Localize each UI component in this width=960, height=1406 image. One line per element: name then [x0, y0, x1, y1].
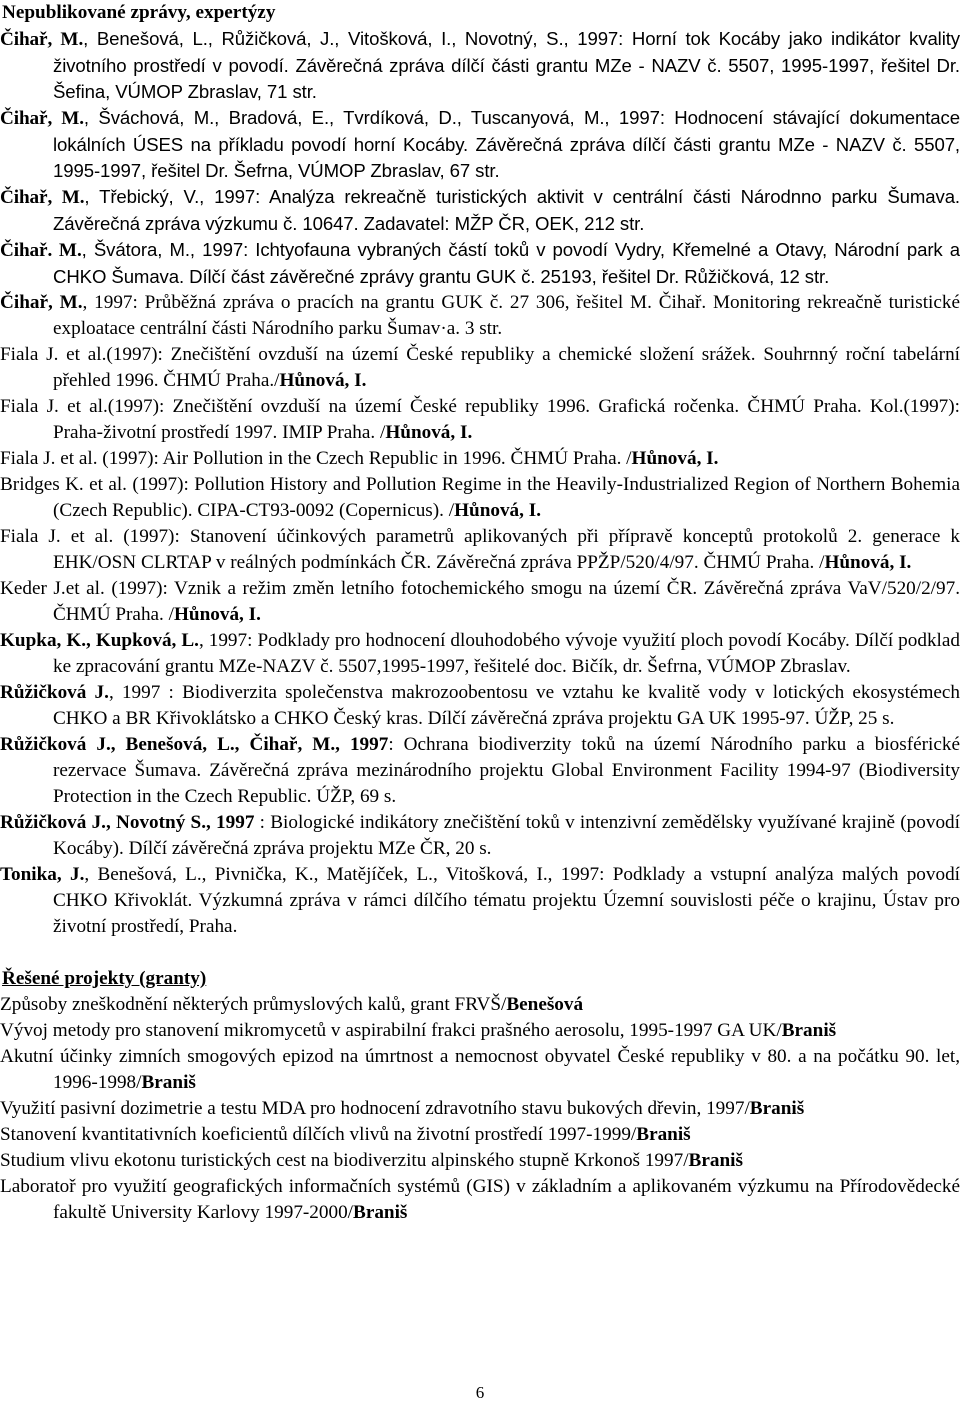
project-text: Akutní účinky zimních smogových epizod na úmrtnost a nemocnost obyvatel České republiky v 80. a na počátku 90. let, 1996-1998/: [0, 1046, 960, 1093]
reference-text: , 1997: Podklady pro hodnocení dlouhodobého vývoje využití ploch povodí Kocáby. Dílčí podklad ke zpracování grantu MZe-NAZV č. 5507,1995-1997, řešitelé doc. Bičík, dr. Šefrna, VÚMOP Zbraslav.: [53, 630, 960, 677]
reference-text: Fiala J. et al. (1997): Air Pollution in the Czech Republic in 1996. ČHMÚ Praha. /: [0, 448, 632, 469]
reference-text: , Benešová, L., Růžičková, J., Vitošková, I., Novotný, S., 1997: Horní tok Kocáby jako indikátor kvality životního prostředí v povodí. Závěrečná zpráva dílčí části grantu MZe - NAZV č. 5507, 1995-1997, řešitel Dr. Šefina, VÚMOP Zbraslav, 71 str.: [53, 28, 960, 102]
reference-entry: [0, 862, 960, 940]
reference-authors: Čihař, M.: [0, 292, 83, 313]
reference-responsible: Hůnová, I.: [824, 552, 912, 573]
project-researcher: Benešová: [506, 994, 584, 1015]
reference-responsible: Hůnová, I.: [173, 604, 261, 625]
reference-authors: Růžičková J., Benešová, L., Čihař, M., 1997: [0, 734, 389, 755]
reference-entry: [0, 628, 960, 680]
project-text: Využití pasivní dozimetrie a testu MDA pro hodnocení zdravotního stavu bukových dřevin, 1997/: [0, 1098, 750, 1119]
project-researcher: Braniš: [688, 1150, 743, 1171]
reference-entry: [0, 446, 960, 472]
reference-entry: [0, 237, 960, 290]
reference-text: Keder J.et al. (1997): Vznik a režim změn letního fotochemického smogu na území ČR. Závěrečná zpráva VaV/520/2/97. ČHMÚ Praha. /: [0, 578, 960, 625]
page-number: 6: [475, 1383, 485, 1402]
reference-authors: Čihař, M.: [0, 187, 85, 208]
reference-authors: Tonika, J.: [0, 864, 85, 885]
project-text: Způsoby zneškodnění některých průmyslových kalů, grant FRVŠ/: [0, 994, 507, 1015]
reference-entry: [0, 290, 960, 342]
project-researcher: Braniš: [353, 1202, 408, 1223]
reference-text: Fiala J. et al.(1997): Znečištění ovzduší na území České republiky 1996. Grafická ročenka. ČHMÚ Praha. Kol.(1997): Praha-životní prostředí 1997. IMIP Praha. /: [0, 396, 960, 443]
project-researcher: Braniš: [141, 1072, 196, 1093]
project-entry: [0, 992, 960, 1018]
project-entry: [0, 1018, 960, 1044]
reference-text: , Švátora, M., 1997: Ichtyofauna vybraných částí toků v povodí Vydry, Křemelné a Otavy, Národní park a CHKO Šumava. Dílčí část závěrečné zprávy grantu GUK č. 25193, řešitel Dr. Růžičková, 12 str.: [53, 239, 960, 287]
reference-entry: [0, 342, 960, 394]
reference-entry: [0, 105, 960, 184]
reference-authors: Kupka, K., Kupková, L.: [0, 630, 199, 651]
project-entry: [0, 1122, 960, 1148]
reference-entry: [0, 394, 960, 446]
reference-entry: [0, 524, 960, 576]
reference-authors: Růžičková J., Novotný S., 1997: [0, 812, 255, 833]
project-researcher: Braniš: [781, 1020, 837, 1041]
project-researcher: Braniš: [636, 1124, 691, 1145]
reference-text: , 1997: Průběžná zpráva o pracích na grantu GUK č. 27 306, řešitel M. Čihař. Monitoring rekreačně turistické exploatace centrální části Národního parku Šumav·a. 3 str.: [53, 292, 960, 339]
reference-entry: [0, 576, 960, 628]
project-entry: [0, 1148, 960, 1174]
project-entry: [0, 1096, 960, 1122]
projects-section: [0, 966, 960, 1226]
section-heading-unpublished: Nepublikované zprávy, expertýzy: [2, 2, 276, 23]
project-text: Studium vlivu ekotonu turistických cest na biodiverzitu alpinského stupně Krkonoš 1997/: [0, 1150, 689, 1171]
reference-authors: Čihař, M.: [0, 29, 84, 50]
project-entry: [0, 1044, 960, 1096]
reference-entry: [0, 680, 960, 732]
unpublished-reports-list-1: [0, 26, 960, 290]
reference-text: : Biologické indikátory znečištění toků v intenzivní zemědělsky využívané krajině (povodí Kocáby). Dílčí závěrečná zpráva projektu MZe ČR, 20 s.: [53, 812, 960, 859]
reference-entry: [0, 732, 960, 810]
project-entry: [0, 1174, 960, 1226]
reference-responsible: Hůnová, I.: [631, 448, 719, 469]
reference-entry: [0, 184, 960, 237]
reference-entry: [0, 472, 960, 524]
reference-text: : Ochrana biodiverzity toků na území Národního parku a biosférické rezervace Šumava. Závěrečná zpráva mezinárodního projektu Global Environment Facility 1994-97 (Biodiversity Protection in the Czech Republic. ÚŽP, 69 s.: [53, 734, 960, 807]
reference-authors: Růžičková J.: [0, 682, 109, 703]
reference-text: Fiala J. et al. (1997): Stanovení účinkových parametrů aplikovaných při přípravě konceptů protokolů 2. generace k EHK/OSN CLRTAP v reálných podmínkách ČR. Závěrečná zpráva PPŽP/520/4/97. ČHMÚ Praha. /: [0, 526, 960, 573]
unpublished-reports-list-2: [0, 290, 960, 940]
reference-text: Bridges K. et al. (1997): Pollution History and Pollution Regime in the Heavily-Industrialized Region of Northern Bohemia (Czech Republic). CIPA-CT93-0092 (Copernicus). /: [0, 474, 960, 521]
reference-authors: Čihař. M.: [0, 240, 82, 261]
reference-text: , 1997 : Biodiverzita společenstva makrozoobentosu ve vztahu ke kvalitě vody v lotických ekosystémech CHKO a BR Křivoklátsko a CHKO Český kras. Dílčí závěrečná zpráva projektu GA UK 1995-97. ÚŽP, 25 s.: [53, 682, 960, 729]
reference-responsible: Hůnová, I.: [385, 422, 473, 443]
project-text: Stanovení kvantitativních koeficientů dílčích vlivů na životní prostředí 1997-1999/: [0, 1124, 637, 1145]
reference-entry: [0, 810, 960, 862]
project-researcher: Braniš: [749, 1098, 805, 1119]
reference-responsible: Hůnová, I.: [454, 500, 541, 521]
reference-text: , Benešová, L., Pivnička, K., Matějíček, L., Vitošková, I., 1997: Podklady a vstupní analýza malých povodí CHKO Křivoklát. Výzkumná zpráva v rámci dílčího tématu projektu Územní souvislosti péče o krajinu, Ústav pro životní prostředí, Praha.: [53, 864, 960, 937]
reference-responsible: Hůnová, I.: [279, 370, 367, 391]
reference-entry: [0, 26, 960, 105]
project-text: Vývoj metody pro stanovení mikromycetů v aspirabilní frakci prašného aerosolu, 1995-1997 GA UK/: [0, 1020, 782, 1041]
reference-authors: Čihař, M.: [0, 108, 84, 129]
reference-text: , Třebický, V., 1997: Analýza rekreačně turistických aktivit v centrální části Národnno parku Šumava. Závěrečná zpráva výzkumu č. 10647. Zadavatel: MŽP ČR, OEK, 212 str.: [53, 186, 960, 234]
project-text: Laboratoř pro využití geografických informačních systémů (GIS) v základním a aplikovaném výzkumu na Přírodovědecké fakultě University Karlovy 1997-2000/: [0, 1176, 960, 1223]
reference-text: , Šváchová, M., Bradová, E., Tvrdíková, D., Tuscanyová, M., 1997: Hodnocení stávající dokumentace lokálních ÚSES na příkladu povodí horní Kocáby. Závěrečná zpráva dílčí části grantu MZe - NAZV č. 5507, 1995-1997, řešitel Dr. Šefrna, VÚMOP Zbraslav, 67 str.: [53, 107, 960, 181]
reference-text: Fiala J. et al.(1997): Znečištění ovzduší na území České republiky a chemické složení srážek. Souhrnný roční tabelární přehled 1996. ČHMÚ Praha./: [0, 344, 960, 391]
section-heading-projects: Řešené projekty (granty): [2, 968, 207, 989]
